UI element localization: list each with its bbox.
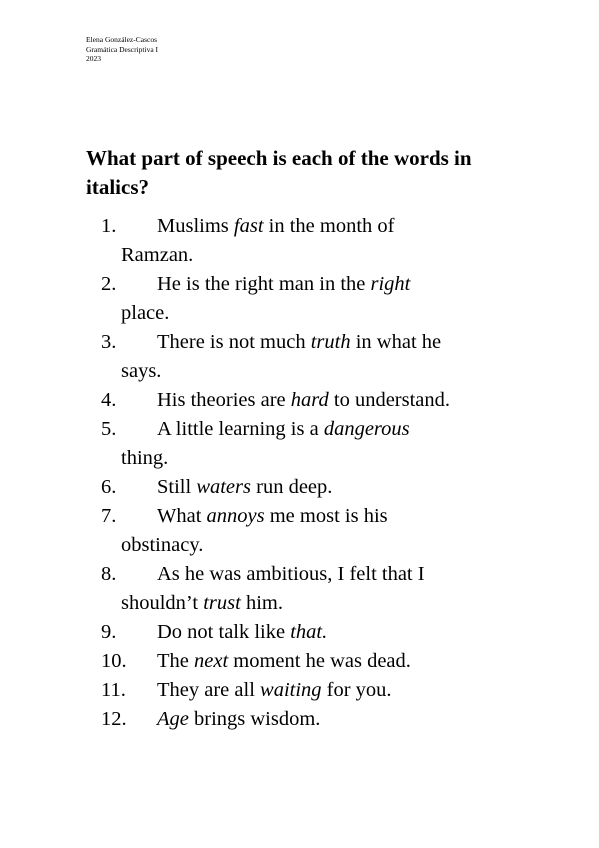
- header-author: Elena González-Cascos: [86, 35, 158, 44]
- sentence-text: me most is his: [264, 505, 388, 527]
- italic-word: that.: [290, 621, 328, 643]
- sentence-text: run deep.: [251, 476, 333, 498]
- item-sentence-line: [0, 270, 599, 299]
- item-number: 8.: [101, 563, 117, 585]
- list-item: [0, 705, 599, 734]
- sentence-text: shouldn’t: [121, 592, 204, 614]
- item-sentence-continuation: [0, 531, 599, 560]
- item-sentence-line: [0, 647, 599, 676]
- italic-word: fast: [233, 215, 264, 237]
- sentence-text: His theories are: [157, 389, 291, 411]
- sentence-text: in the month of: [263, 215, 395, 237]
- italic-word: right: [370, 273, 411, 295]
- item-sentence-line: [0, 386, 599, 415]
- sentence-text: Still: [157, 476, 197, 498]
- item-number: 4.: [101, 389, 117, 411]
- item-sentence-line: [0, 560, 599, 589]
- sentence-text: thing.: [121, 447, 169, 469]
- list-item: [0, 502, 599, 560]
- sentence-text: to understand.: [328, 389, 451, 411]
- item-number: 5.: [101, 418, 117, 440]
- list-item: [0, 328, 599, 386]
- list-item: [0, 386, 599, 415]
- exercise-list: [0, 212, 599, 734]
- header-year: 2023: [86, 54, 101, 63]
- sentence-text: place.: [121, 302, 170, 324]
- sentence-text: Muslims: [157, 215, 234, 237]
- italic-word: trust: [203, 592, 241, 614]
- item-sentence-line: [0, 502, 599, 531]
- item-sentence-line: [0, 705, 599, 734]
- item-number: 7.: [101, 505, 117, 527]
- italic-word: truth: [310, 331, 351, 353]
- sentence-text: Do not talk like: [157, 621, 291, 643]
- item-sentence-continuation: [0, 241, 599, 270]
- item-sentence-continuation: [0, 589, 599, 618]
- sentence-text: What: [157, 505, 207, 527]
- italic-word: next: [194, 650, 229, 672]
- item-sentence-line: [0, 415, 599, 444]
- item-number: 9.: [101, 621, 117, 643]
- item-number: 10.: [101, 650, 127, 672]
- sentence-text: in what he: [350, 331, 442, 353]
- item-sentence-line: [0, 676, 599, 705]
- italic-word: waters: [196, 476, 251, 498]
- sentence-text: says.: [121, 360, 162, 382]
- item-number: 2.: [101, 273, 117, 295]
- list-item: [0, 415, 599, 473]
- list-item: [0, 676, 599, 705]
- exercise-title: What part of speech is each of the words in italics?: [86, 146, 472, 199]
- document-header: [86, 35, 158, 64]
- header-course: Gramática Descriptiva I: [86, 44, 159, 54]
- sentence-text: obstinacy.: [121, 534, 204, 556]
- italic-word: annoys: [206, 505, 265, 527]
- item-sentence-line: [0, 212, 599, 241]
- italic-word: waiting: [260, 679, 322, 701]
- list-item: [0, 647, 599, 676]
- italic-word: dangerous: [323, 418, 410, 440]
- list-item: [0, 560, 599, 618]
- sentence-text: Ramzan.: [121, 244, 194, 266]
- item-sentence-line: [0, 618, 599, 647]
- sentence-text: A little learning is a: [157, 418, 324, 440]
- list-item: [0, 618, 599, 647]
- sentence-text: As he was ambitious, I felt that I: [157, 563, 425, 585]
- sentence-text: They are all: [157, 679, 261, 701]
- sentence-text: The: [157, 650, 194, 672]
- list-item: [0, 212, 599, 270]
- item-number: 1.: [101, 215, 117, 237]
- item-number: 3.: [101, 331, 117, 353]
- sentence-text: There is not much: [157, 331, 311, 353]
- list-item: [0, 473, 599, 502]
- sentence-text: him.: [240, 592, 283, 614]
- list-item: [0, 270, 599, 328]
- item-sentence-continuation: [0, 444, 599, 473]
- item-sentence-line: [0, 473, 599, 502]
- sentence-text: He is the right man in the: [157, 273, 371, 295]
- item-sentence-line: [0, 328, 599, 357]
- item-number: 6.: [101, 476, 117, 498]
- item-number: 11.: [101, 679, 126, 701]
- sentence-text: brings wisdom.: [188, 708, 321, 730]
- italic-word: Age: [157, 708, 189, 730]
- sentence-text: moment he was dead.: [228, 650, 411, 672]
- item-sentence-continuation: [0, 299, 599, 328]
- italic-word: hard: [290, 389, 329, 411]
- item-sentence-continuation: [0, 357, 599, 386]
- sentence-text: for you.: [321, 679, 392, 701]
- item-number: 12.: [101, 708, 127, 730]
